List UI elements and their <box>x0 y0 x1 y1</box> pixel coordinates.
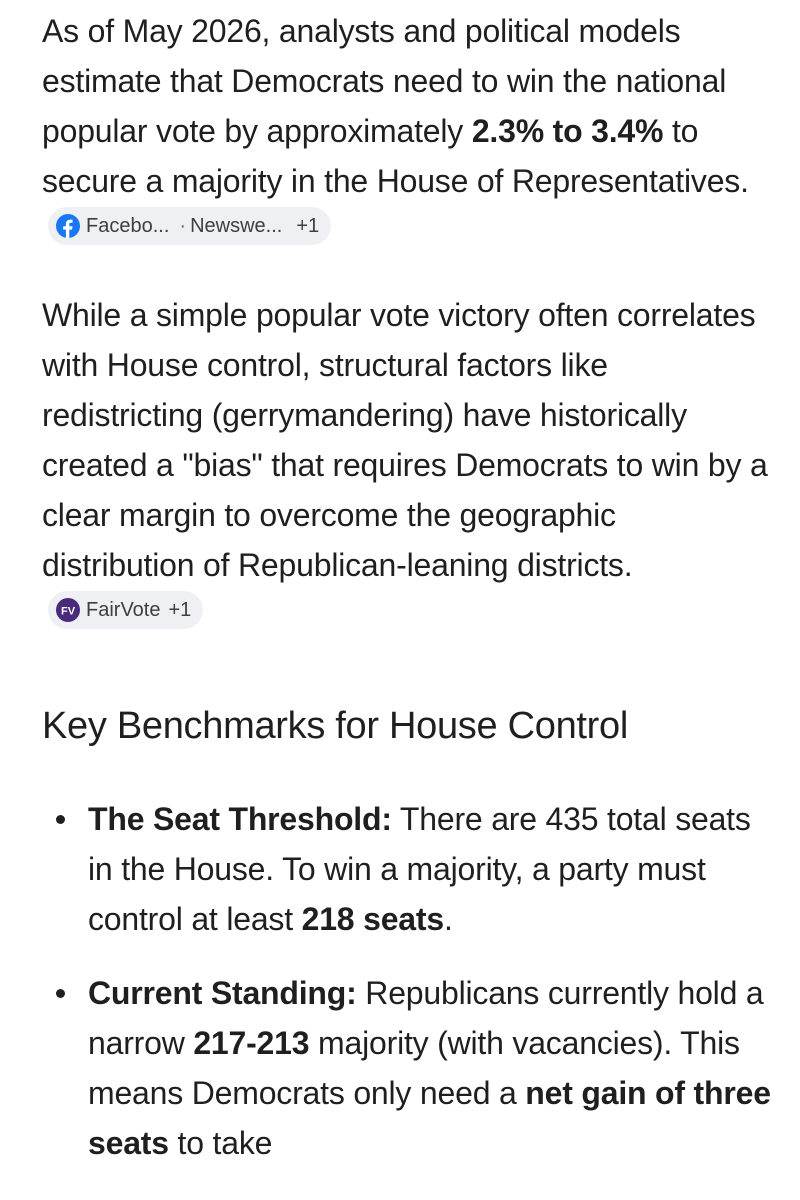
svg-text:FV: FV <box>60 605 76 618</box>
item-label: Current Standing: <box>88 975 357 1011</box>
paragraph-text: While a simple popular vote victory often correlates with House control, structural factors like redistricting (gerrymandering) have historically created a "bias" that requires Democrats to win by a clear margin to overcome the geographic distribution of Republican-leaning districts. <box>42 297 768 583</box>
list-item-current-standing <box>42 968 772 1168</box>
more-sources-count: +1 <box>168 599 192 621</box>
fairvote-icon <box>56 598 80 622</box>
bold-range: 2.3% to 3.4% <box>471 113 664 149</box>
item-label: The Seat Threshold: <box>88 801 392 837</box>
more-sources-count: +1 <box>296 215 320 237</box>
bullet-dot <box>56 989 65 998</box>
source-name: Facebo... <box>86 215 170 237</box>
source-name: Newswe... <box>190 215 283 237</box>
item-bold: 217-213 <box>193 1025 310 1061</box>
paragraph-structural-factors <box>42 290 772 640</box>
item-text: Republicans currently hold a narrow <box>88 975 764 1061</box>
source-separator: · <box>179 215 187 237</box>
list-item-seat-threshold <box>42 794 772 944</box>
source-chip-facebook-newsweek[interactable] <box>48 207 331 245</box>
facebook-icon <box>56 214 80 238</box>
section-heading: Key Benchmarks for House Control <box>42 705 628 747</box>
item-text: . <box>443 901 453 937</box>
benchmarks-list <box>42 794 772 1168</box>
item-text: majority (with vacancies). This means Democrats only need a <box>88 1025 740 1111</box>
bullet-dot <box>56 815 65 824</box>
answer-content <box>42 6 772 1168</box>
item-bold: net gain of three seats <box>88 1075 771 1161</box>
paragraph-text: to secure a majority in the House of Representatives. <box>42 113 749 199</box>
source-name: FairVote <box>86 599 161 621</box>
item-bold: 218 seats <box>301 901 444 937</box>
item-text: to take <box>168 1125 273 1161</box>
paragraph-popular-vote <box>42 6 772 256</box>
item-text: There are 435 total seats in the House. To win a majority, a party must control at least <box>88 801 751 937</box>
source-chip-fairvote[interactable] <box>48 591 203 629</box>
paragraph-text: As of May 2026, analysts and political models estimate that Democrats need to win the national popular vote by approximately <box>42 13 727 149</box>
